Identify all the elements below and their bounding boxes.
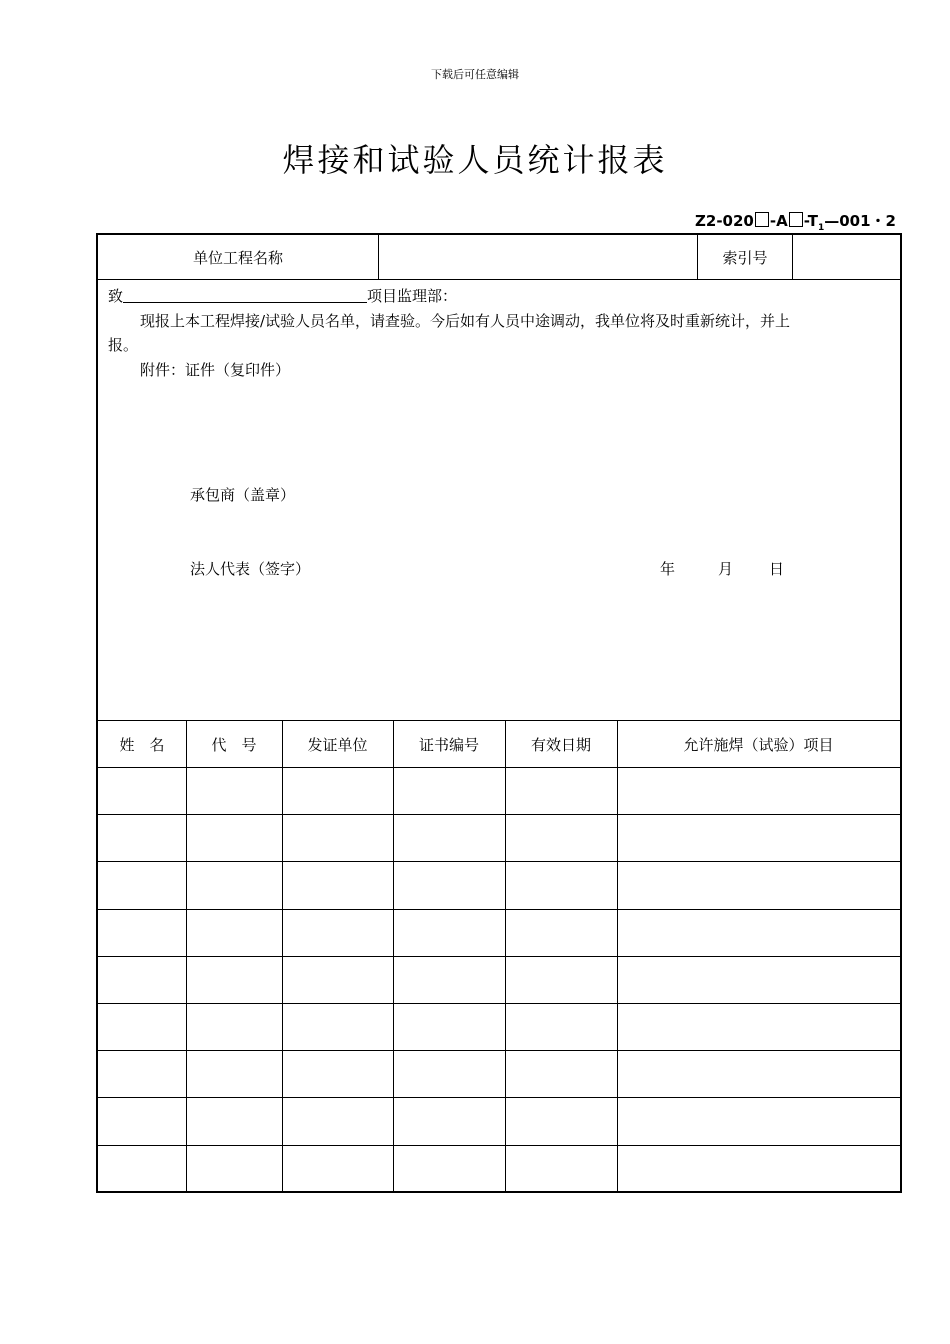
- table-cell[interactable]: [98, 910, 186, 956]
- table-cell[interactable]: [617, 1004, 900, 1050]
- table-cell[interactable]: [393, 1146, 505, 1192]
- table-cell[interactable]: [505, 1098, 617, 1144]
- table-cell[interactable]: [282, 1146, 393, 1192]
- table-cell[interactable]: [282, 910, 393, 956]
- to-label: 致: [108, 287, 124, 305]
- table-cell[interactable]: [186, 768, 282, 814]
- legal-rep-signature-label: 法人代表（签字）: [190, 560, 311, 578]
- table-column-divider: [505, 721, 506, 1191]
- table-cell[interactable]: [393, 910, 505, 956]
- table-cell[interactable]: [505, 1004, 617, 1050]
- paragraph-line-2: 报。: [108, 336, 139, 354]
- attachment-note: 附件：证件（复印件）: [140, 361, 291, 379]
- table-header-cell: 发证单位: [307, 735, 368, 754]
- table-cell[interactable]: [98, 768, 186, 814]
- table-cell[interactable]: [186, 957, 282, 1003]
- table-cell[interactable]: [186, 910, 282, 956]
- unit-name-label: 单位工程名称: [192, 248, 283, 267]
- table-cell[interactable]: [617, 957, 900, 1003]
- table-cell[interactable]: [617, 815, 900, 861]
- table-cell[interactable]: [98, 862, 186, 908]
- table-cell[interactable]: [98, 1146, 186, 1192]
- table-cell[interactable]: [505, 1051, 617, 1097]
- addressee-line: [108, 285, 457, 306]
- divider: [98, 279, 900, 280]
- header-note: 下载后可任意编辑: [431, 68, 519, 81]
- index-field[interactable]: [793, 235, 900, 279]
- table-header-cell: 姓 名: [119, 735, 165, 754]
- dept-label: 项目监理部：: [367, 287, 458, 305]
- paragraph-line-1: 现报上本工程焊接/试验人员名单，请查验。今后如有人员中途调动，我单位将及时重新统计，并上: [140, 312, 791, 330]
- report-form: [96, 233, 902, 1193]
- table-cell[interactable]: [505, 1146, 617, 1192]
- table-cell[interactable]: [186, 862, 282, 908]
- table-cell[interactable]: [505, 768, 617, 814]
- table-cell[interactable]: [98, 815, 186, 861]
- table-cell[interactable]: [186, 1098, 282, 1144]
- personnel-table: [98, 721, 900, 1191]
- table-cell[interactable]: [98, 1051, 186, 1097]
- table-header-cell: 有效日期: [530, 735, 591, 754]
- table-cell[interactable]: [617, 1146, 900, 1192]
- table-cell[interactable]: [617, 1051, 900, 1097]
- table-cell[interactable]: [98, 1004, 186, 1050]
- form-code-suffix-a: -T: [803, 212, 818, 230]
- form-code-mid: -A: [769, 212, 788, 230]
- month-label: 月: [718, 560, 734, 578]
- contractor-stamp-label: 承包商（盖章）: [190, 486, 296, 504]
- table-cell[interactable]: [98, 957, 186, 1003]
- table-cell[interactable]: [282, 1004, 393, 1050]
- table-cell[interactable]: [282, 1098, 393, 1144]
- table-cell[interactable]: [617, 768, 900, 814]
- table-cell[interactable]: [617, 862, 900, 908]
- unit-name-field[interactable]: [379, 235, 697, 279]
- table-cell[interactable]: [393, 768, 505, 814]
- table-column-divider: [393, 721, 394, 1191]
- table-cell[interactable]: [282, 768, 393, 814]
- table-cell[interactable]: [617, 1098, 900, 1144]
- checkbox-icon[interactable]: [755, 212, 769, 227]
- table-cell[interactable]: [186, 1004, 282, 1050]
- form-code-sub: 1: [817, 223, 825, 233]
- page-title: 焊接和试验人员统计报表: [282, 141, 668, 179]
- addressee-blank[interactable]: [123, 288, 367, 303]
- table-cell[interactable]: [186, 1146, 282, 1192]
- table-cell[interactable]: [505, 815, 617, 861]
- table-header-cell: 证书编号: [418, 735, 479, 754]
- table-cell[interactable]: [282, 1051, 393, 1097]
- form-code-suffix-b: —001・2: [824, 212, 896, 230]
- form-code-prefix: Z2-020: [695, 212, 754, 230]
- checkbox-icon[interactable]: [789, 212, 803, 227]
- index-label: 索引号: [722, 248, 768, 267]
- table-column-divider: [282, 721, 283, 1191]
- form-code: [695, 210, 896, 233]
- table-cell[interactable]: [617, 910, 900, 956]
- table-cell[interactable]: [186, 1051, 282, 1097]
- year-label: 年: [660, 560, 676, 578]
- table-cell[interactable]: [393, 862, 505, 908]
- table-cell[interactable]: [282, 815, 393, 861]
- table-cell[interactable]: [98, 1098, 186, 1144]
- table-cell[interactable]: [505, 862, 617, 908]
- table-column-divider: [186, 721, 187, 1191]
- table-cell[interactable]: [282, 862, 393, 908]
- table-cell[interactable]: [505, 910, 617, 956]
- table-cell[interactable]: [393, 815, 505, 861]
- table-cell[interactable]: [186, 815, 282, 861]
- table-cell[interactable]: [282, 957, 393, 1003]
- table-header-cell: 允许施焊（试验）项目: [683, 735, 834, 754]
- table-cell[interactable]: [393, 1004, 505, 1050]
- day-label: 日: [769, 560, 785, 578]
- table-cell[interactable]: [505, 957, 617, 1003]
- table-cell[interactable]: [393, 1098, 505, 1144]
- table-header-cell: 代 号: [211, 735, 257, 754]
- table-column-divider: [617, 721, 618, 1191]
- table-cell[interactable]: [393, 957, 505, 1003]
- table-cell[interactable]: [393, 1051, 505, 1097]
